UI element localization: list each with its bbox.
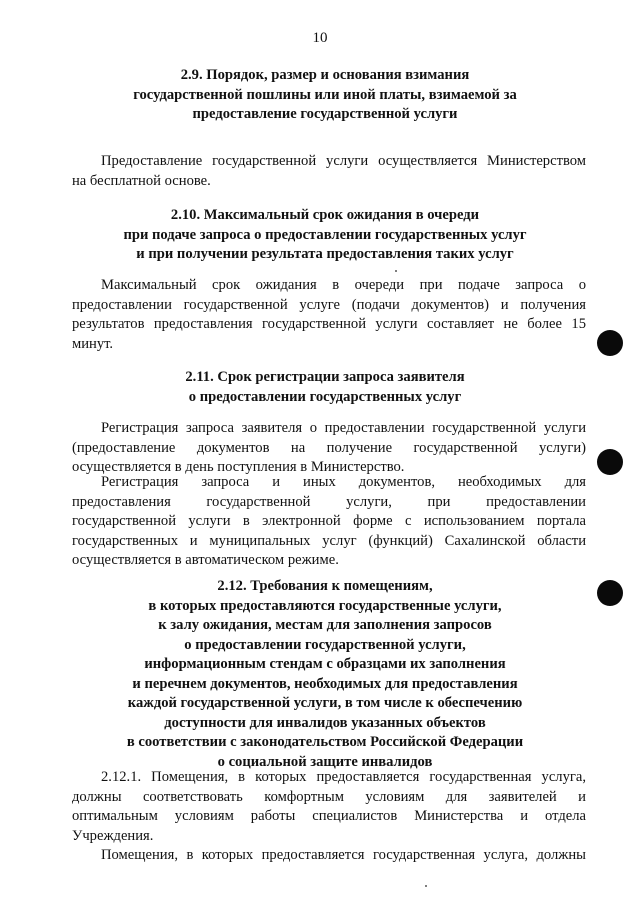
paragraph-line: предоставления государственной услуги, при предоставлении bbox=[72, 493, 586, 510]
paragraph-line: Учреждения. bbox=[72, 827, 154, 844]
scan-speck bbox=[395, 270, 397, 272]
heading-line: 2.10. Максимальный срок ожидания в очереди bbox=[170, 207, 480, 223]
scan-speck bbox=[425, 885, 427, 887]
heading-line: 2.9. Порядок, размер и основания взимания bbox=[180, 67, 470, 83]
section-2-11-paragraph-2 bbox=[72, 473, 586, 571]
heading-line: к залу ожидания, местам для заполнения запросов bbox=[158, 617, 492, 633]
section-2-12-paragraph-1 bbox=[72, 768, 586, 846]
paragraph-line: государственной услуги в электронной форме с использованием портала bbox=[72, 513, 586, 529]
heading-line: доступности для инвалидов указанных объектов bbox=[164, 714, 486, 731]
paragraph-line: Регистрация запроса и иных документов, необходимых для bbox=[101, 474, 586, 490]
heading-line: о предоставлении государственной услуги, bbox=[184, 636, 466, 653]
heading-line: 2.12. Требования к помещениям, bbox=[217, 578, 433, 594]
heading-line: информационным стендам с образцами их заполнения bbox=[144, 656, 506, 672]
heading-line: о предоставлении государственных услуг bbox=[188, 388, 462, 405]
heading-line: предоставление государственной услуги bbox=[192, 106, 458, 122]
paragraph-line: государственных и муниципальных услуг (функций) Сахалинской области bbox=[72, 532, 586, 549]
heading-line: и при получении результата предоставления таких услуг bbox=[136, 246, 514, 262]
paragraph-line: Регистрация запроса заявителя о предоставлении государственной услуги bbox=[101, 420, 586, 436]
paragraph-line: должны соответствовать комфортным условиям для заявителей и bbox=[72, 788, 586, 805]
punch-hole bbox=[597, 330, 623, 356]
heading-line: государственной пошлины или иной платы, взимаемой за bbox=[133, 86, 517, 103]
paragraph-line: предоставлении государственной услуге (подачи документов) и получения bbox=[72, 296, 586, 313]
heading-line: при подаче запроса о предоставлении государственных услуг bbox=[123, 226, 527, 243]
paragraph-line: оптимальным условиям работы специалистов Министерства и отдела bbox=[72, 808, 586, 824]
paragraph-line: (предоставление документов на получение государственной услуги) bbox=[72, 439, 586, 456]
paragraph-line: Максимальный срок ожидания в очереди при подаче запроса о bbox=[101, 277, 586, 293]
page-number: 10 bbox=[312, 30, 328, 46]
section-2-9-heading bbox=[60, 66, 590, 125]
paragraph-line: Предоставление государственной услуги осуществляется Министерством bbox=[101, 153, 586, 169]
section-2-12-heading bbox=[60, 577, 590, 772]
section-2-10-heading bbox=[60, 206, 590, 265]
heading-line: в которых предоставляются государственные услуги, bbox=[148, 597, 502, 614]
paragraph-line: Помещения, в которых предоставляется государственная услуга, должны bbox=[101, 847, 586, 863]
heading-line: в соответствии с законодательством Российской Федерации bbox=[126, 734, 524, 750]
heading-line: 2.11. Срок регистрации запроса заявителя bbox=[185, 369, 465, 385]
paragraph-line: минут. bbox=[72, 335, 114, 352]
section-2-11-paragraph-1 bbox=[72, 419, 586, 478]
paragraph-line: 2.12.1. Помещения, в которых предоставляется государственная услуга, bbox=[101, 769, 586, 785]
section-2-11-heading bbox=[60, 368, 590, 407]
section-2-9-paragraph bbox=[72, 152, 586, 191]
paragraph-line: осуществляется в автоматическом режиме. bbox=[72, 552, 339, 568]
heading-line: и перечнем документов, необходимых для предоставления bbox=[132, 675, 518, 692]
section-2-12-paragraph-2 bbox=[72, 846, 586, 866]
paragraph-line: результатов предоставления государственной услуги составляет не более 15 bbox=[72, 316, 586, 332]
punch-hole bbox=[597, 580, 623, 606]
section-2-10-paragraph bbox=[72, 276, 586, 354]
paragraph-line: на бесплатной основе. bbox=[72, 172, 211, 189]
heading-line: о социальной защите инвалидов bbox=[217, 753, 433, 770]
heading-line: каждой государственной услуги, в том числе к обеспечению bbox=[127, 695, 523, 711]
paragraph-line: осуществляется в день поступления в Министерство. bbox=[72, 459, 405, 475]
punch-hole bbox=[597, 449, 623, 475]
